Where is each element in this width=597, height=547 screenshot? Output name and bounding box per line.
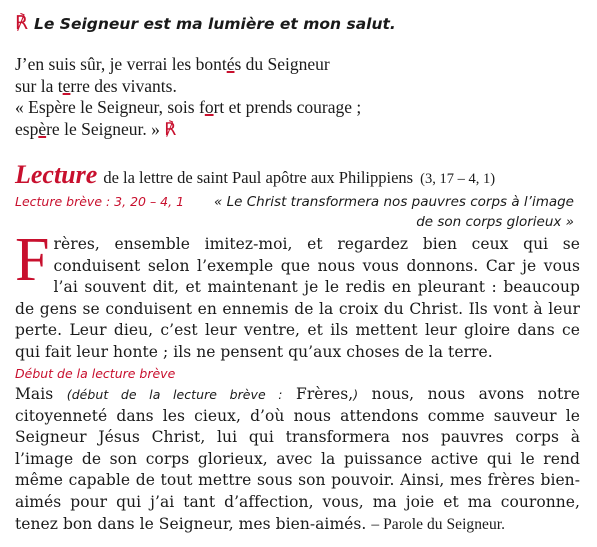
psalm-line: espère le Seigneur. » ℟ (15, 118, 177, 139)
reading-tagline: « Le Christ transformera nos pauvres corps à l’image de son corps glorieux » (214, 194, 574, 230)
lecture-heading (15, 160, 495, 190)
tonic-accent: e (62, 75, 71, 96)
tonic-accent: o (204, 97, 214, 117)
inline-note-word: Frères, (296, 385, 354, 403)
paragraph-text: rères, ensemble imitez-moi, et regardez bien ceux qui se conduisent selon l’exemple que nous vous donnons. Car je vous l’ai souvent dit, et maintenant je le redis en pleurant : beaucoup de gens se conduisent en ennemis de la croix du Christ. Ils vont à leur perte. Leur dieu, c’est leur ventre, et ils mettent leur gloire dans ce qui fait leur honte ; ils ne pensent qu’aux choses de la terre. (15, 235, 580, 361)
psalm-line: sur la terre des vivants. (15, 75, 177, 96)
drop-cap: F (15, 226, 50, 294)
lecture-source: de la lettre de saint Paul apôtre aux Philippiens (103, 168, 414, 187)
psalm-line: J’en suis sûr, je verrai les bontés du Seigneur (15, 54, 330, 74)
short-reading-start-note: Début de la lecture brève (15, 366, 176, 381)
reading-paragraph-2: Mais (début de la lecture brève : Frères,) nous, nous avons notre citoyenneté dans les cieux, d’où nous attendons comme sauveur le Seigneur Jésus Christ, lui qui transformera nos pauvres corps à l’image de son corps glorieux, avec la puissance active qui le rend même capable de tout mettre sous son pouvoir. Ainsi, mes frères bien-aimés pour qui j’ai tant d’affection, vous, ma joie et ma couronne, tenez bon dans le Seigneur, mes bien-aimés. – Parole du Seigneur. (15, 385, 581, 533)
tonic-accent: é (226, 54, 235, 74)
response-symbol: ℟ (15, 13, 28, 34)
tonic-accent: è (38, 118, 47, 139)
paragraph-text: nous, nous avons notre citoyenneté dans les cieux, d’où nous attendons comme sauveur le Seigneur Jésus Christ, lui qui transformera nos pauvres corps à l’image de son corps glorieux, avec la puissance active qui le rend même capable de tout mettre sous son pouvoir. Ainsi, mes frères bien-aimés pour qui j’ai tant d’affection, vous, ma joie et ma couronne, tenez bon dans le Seigneur, mes bien-aimés. (15, 385, 581, 533)
short-reading-reference: Lecture brève : 3, 20 – 4, 1 (15, 194, 185, 209)
lecture-reference: (3, 17 – 4, 1) (420, 171, 496, 187)
closing-acclamation: – Parole du Seigneur. (371, 515, 506, 533)
refrain (15, 12, 396, 35)
inline-note: (début de la lecture brève : (66, 387, 283, 402)
psalm-line: « Espère le Seigneur, sois fort et prends courage ; (15, 97, 362, 117)
reading-paragraph-1 (15, 226, 580, 364)
paragraph-first-word: Mais (15, 385, 54, 403)
psalm-verses (15, 54, 361, 140)
refrain-text: Le Seigneur est ma lumière et mon salut. (34, 15, 396, 33)
lecture-title: Lecture (15, 160, 98, 189)
response-symbol: ℟ (164, 118, 177, 139)
